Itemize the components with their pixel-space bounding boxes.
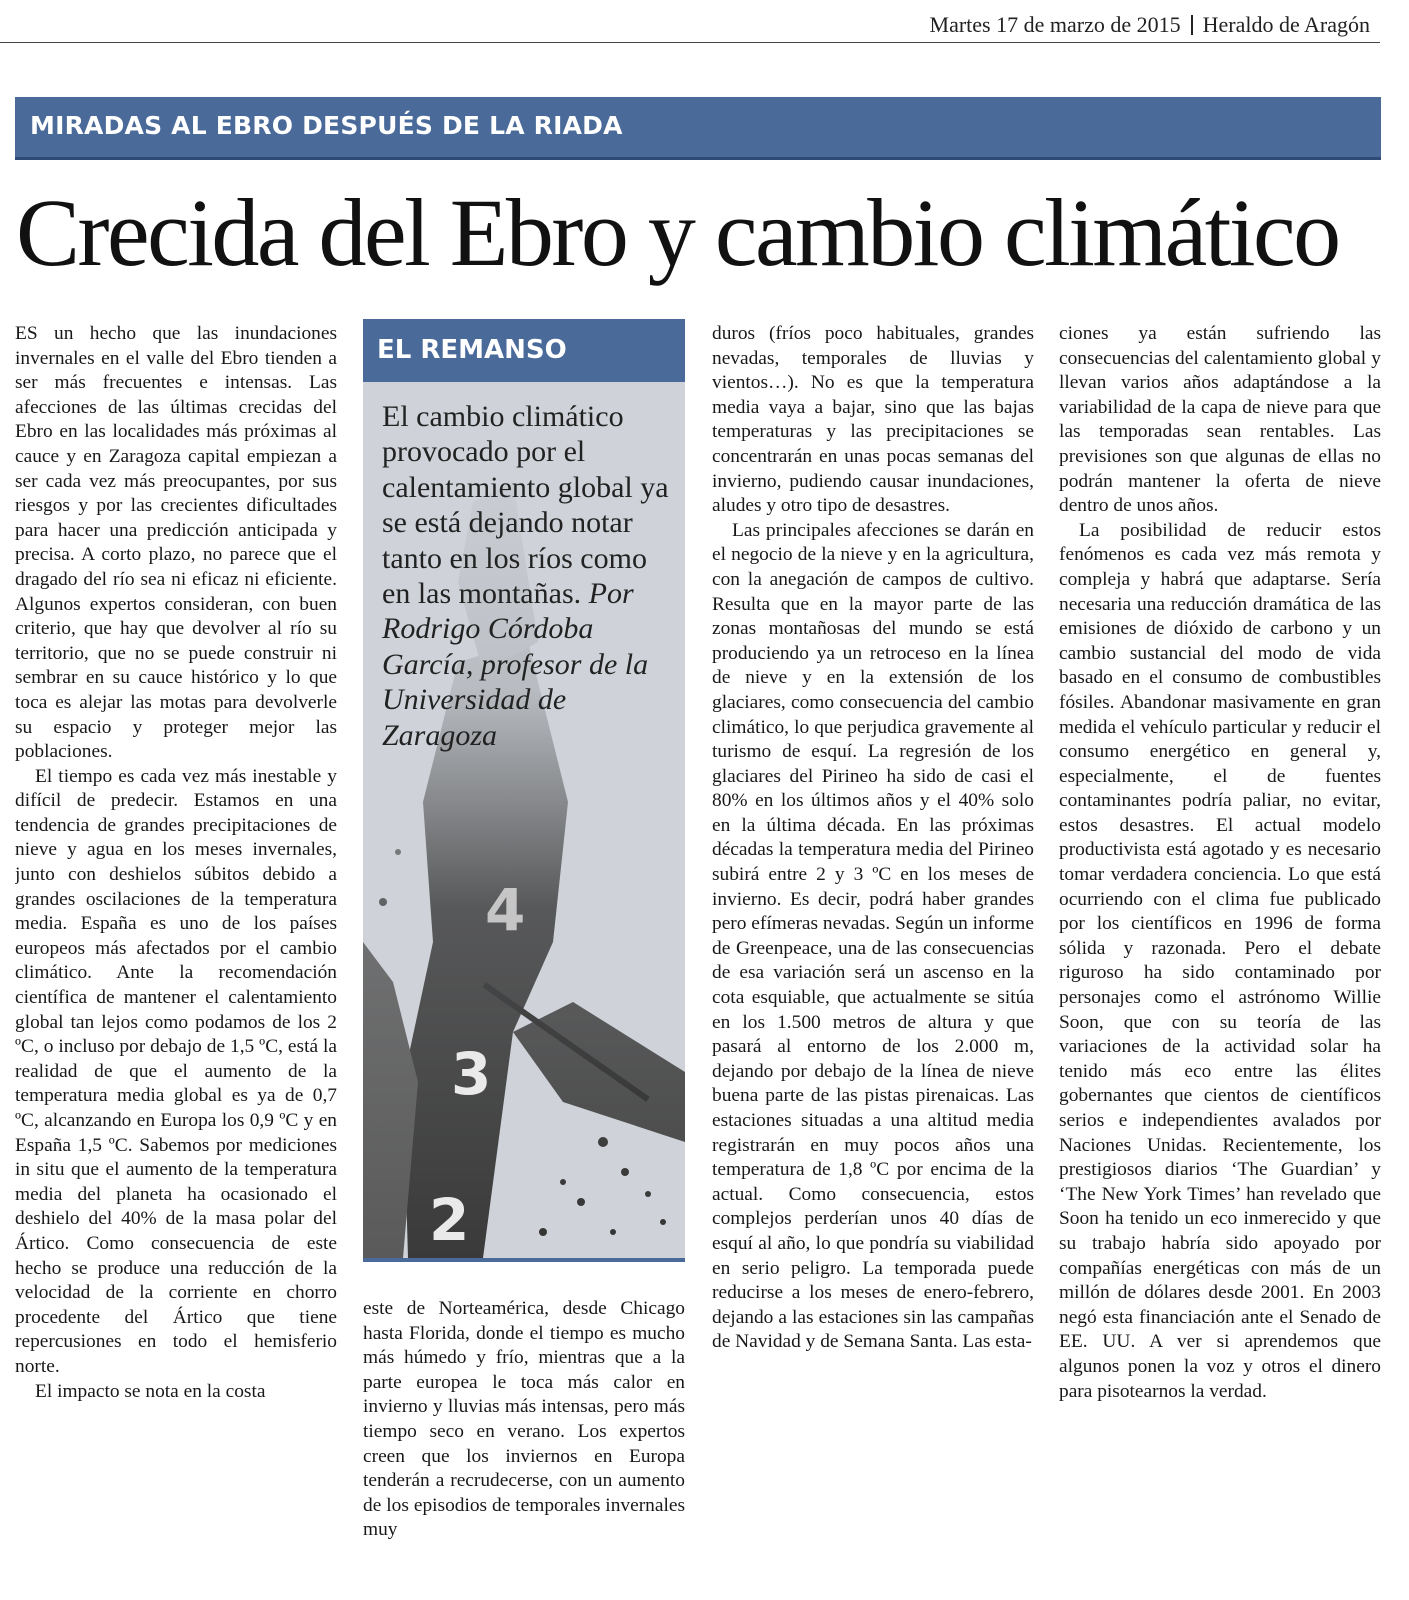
pull-quote [382, 399, 677, 753]
paragraph: ES un hecho que las inundaciones invernales en el valle del Ebro tienden a ser más frecuentes e intensas. Las afecciones de las últimas crecidas del Ebro en las localidades más próximas al cauce y en Zaragoza capital empiezan a ser cada vez más preocupantes, por sus riesgos y por las crecientes dificultades para hacer una predicción anticipada y precisa. A corto plazo, no parece que el dragado del río sea ni eficaz ni eficiente. Algunos expertos consideran, con buen criterio, que hay que devolver al río su territorio, que no se puede construir ni sembrar en su cauce histórico y lo que toca es alejar las motas para devolverle su espacio y proteger mejor las poblaciones. [15, 323, 337, 763]
sidebar-label: EL REMANSO [377, 335, 567, 365]
gauge-marker-3: 3 [451, 1040, 492, 1108]
article-column-1 [15, 322, 337, 1594]
masthead-date: Martes 17 de marzo de 2015 [929, 12, 1181, 37]
paragraph: duros (fríos poco habituales, grandes nevadas, temporales de lluvias y vientos…). No es que la temperatura media vaya a bajar, sino que las bajas temperaturas y las precipitaciones se concentrarán en unas pocas semanas del invierno, pudiendo causar inundaciones, aludes y otro tipo de desastres. [712, 323, 1034, 517]
masthead-text [930, 12, 1370, 38]
section-banner [15, 97, 1381, 160]
sidebar-remanso [363, 319, 685, 1262]
article-column-4 [1059, 322, 1381, 1594]
author-byline: Por Rodrigo Córdoba García, profesor de la Universidad de Zaragoza [382, 577, 649, 752]
section-title: MIRADAS AL EBRO DESPUÉS DE LA RIADA [30, 111, 623, 140]
paragraph: La posibilidad de reducir estos fenómenos es cada vez más remota y compleja y habrá que adaptarse. Sería necesaria una reducción dramática de las emisiones de dióxido de carbono y un cambio sustancial del modo de vida basado en el consumo de combustibles fósiles. Abandonar masivamente en gran medida el vehículo particular y reducir el consumo energético en general y, especialmente, el de fuentes contaminantes podría paliar, no evitar, estos desastres. El actual modelo productivista está agotado y es necesario tomar verdadera conciencia. Lo que está ocurriendo con el clima fue publicado por los científicos en 1996 de forma sólida y razonada. Pero el debate riguroso ha sido contaminado por personajes como el astrónomo Willie Soon, que con su teoría de las variaciones de la actividad solar ha tenido más eco entre las élites gobernantes que cientos de científicos serios e independientes avalados por Naciones Unidas. Recientemente, los prestigiosos diarios ‘The Guardian’ y ‘The New York Times’ han revelado que Soon ha tenido un eco inmerecido y que su trabajo habría sido apoyado por compañías energéticas con más de un millón de dólares desde 2001. En 2003 negó esta financiación ante el Senado de EE. UU. A ver si aprendemos que algunos ponen la voz y otros el dinero para pisotearnos la verdad. [1059, 519, 1381, 1402]
paragraph: este de Norteamérica, desde Chicago hasta Florida, donde el tiempo es mucho más húmedo y frío, mientras que a la parte europea le toca más calor en invierno y lluvias más intensas, pero más tiempo seco en verano. Los expertos creen que los inviernos en Europa tenderán a recrudecerse, con un aumento de los episodios de temporales invernales muy [363, 1298, 685, 1541]
paragraph: El impacto se nota en la costa [35, 1380, 266, 1402]
masthead-separator [1191, 15, 1193, 35]
gauge-marker-2: 2 [429, 1186, 470, 1254]
quote-text: El cambio climático provocado por el calentamiento global ya se está dejando notar tanto en los ríos como en las montañas. [382, 400, 669, 611]
masthead [0, 0, 1380, 43]
gauge-marker-4: 4 [485, 876, 526, 944]
sidebar-header [363, 319, 685, 382]
paragraph: Las principales afecciones se darán en el negocio de la nieve y en la agricultura, con la anegación de campos de cultivo. Resulta que en la mayor parte de las zonas montañosas del mundo se está produciendo ya un retroceso en la línea de nieve y en la extensión de los glaciares, como consecuencia del cambio climático, lo que perjudica gravemente al turismo de esquí. La regresión de los glaciares del Pirineo ha sido de casi el 80% en los últimos años y el 40% solo en la última década. En las próximas décadas la temperatura media del Pirineo subirá entre 2 y 3 ºC en los meses de invierno. Es decir, podrá haber grandes pero efímeras nevadas. Según un informe de Greenpeace, una de las consecuencias de esa variación será un ascenso en la cota esquiable, que actualmente se sitúa en los 1.500 metros de altura y que pasará al entorno de los 2.000 m, dejando por debajo de la línea de nieve buena parte de las pistas pirenaicas. Las estaciones situadas a una altitud media registrarán en muy pocos años una temperatura de 1,8 ºC por encima de la actual. Como consecuencia, estos complejos perderían unos 40 días de esquí al año, lo que pondría su viabilidad en serio peligro. La temporada puede reducirse a los meses de enero-febrero, dejando a las estaciones sin las campañas de Navidad y de Semana Santa. Las esta- [712, 519, 1034, 1353]
headline: Crecida del Ebro y cambio climático [16, 179, 1339, 286]
paragraph: ciones ya están sufriendo las consecuencias del calentamiento global y llevan varios años adaptándose a la variabilidad de la capa de nieve para que las temporadas sean rentables. Las previsiones son que algunas de ellas no podrán mantener la oferta de nieve dentro de unos años. [1059, 323, 1381, 517]
article-column-2 [363, 1297, 685, 1594]
sidebar-bottom-rule [363, 1258, 685, 1262]
masthead-paper: Heraldo de Aragón [1202, 12, 1370, 37]
paragraph: El tiempo es cada vez más inestable y difícil de predecir. Estamos en una tendencia de grandes precipitaciones de nieve y agua en los meses invernales, junto con deshielos súbitos debido a grandes oscilaciones de la temperatura media. España es uno de los países europeos más afectados por el cambio climático. Ante la recomendación científica de mantener el calentamiento global tan lejos como podamos de los 2 ºC, o incluso por debajo de 1,5 ºC, está la realidad de que el aumento de la temperatura media global es ya de 0,7 ºC, alcanzando en Europa los 0,9 ºC y en España 1,5 ºC. Sabemos por mediciones in situ que el aumento de la temperatura media del planeta ha ocasionado el deshielo del 40% de la masa polar del Ártico. Como consecuencia de este hecho se produce una reducción de la velocidad de la corriente en chorro procedente del Ártico que tiene repercusiones en todo el hemisferio norte. [15, 765, 337, 1377]
article-column-3 [712, 322, 1034, 1594]
